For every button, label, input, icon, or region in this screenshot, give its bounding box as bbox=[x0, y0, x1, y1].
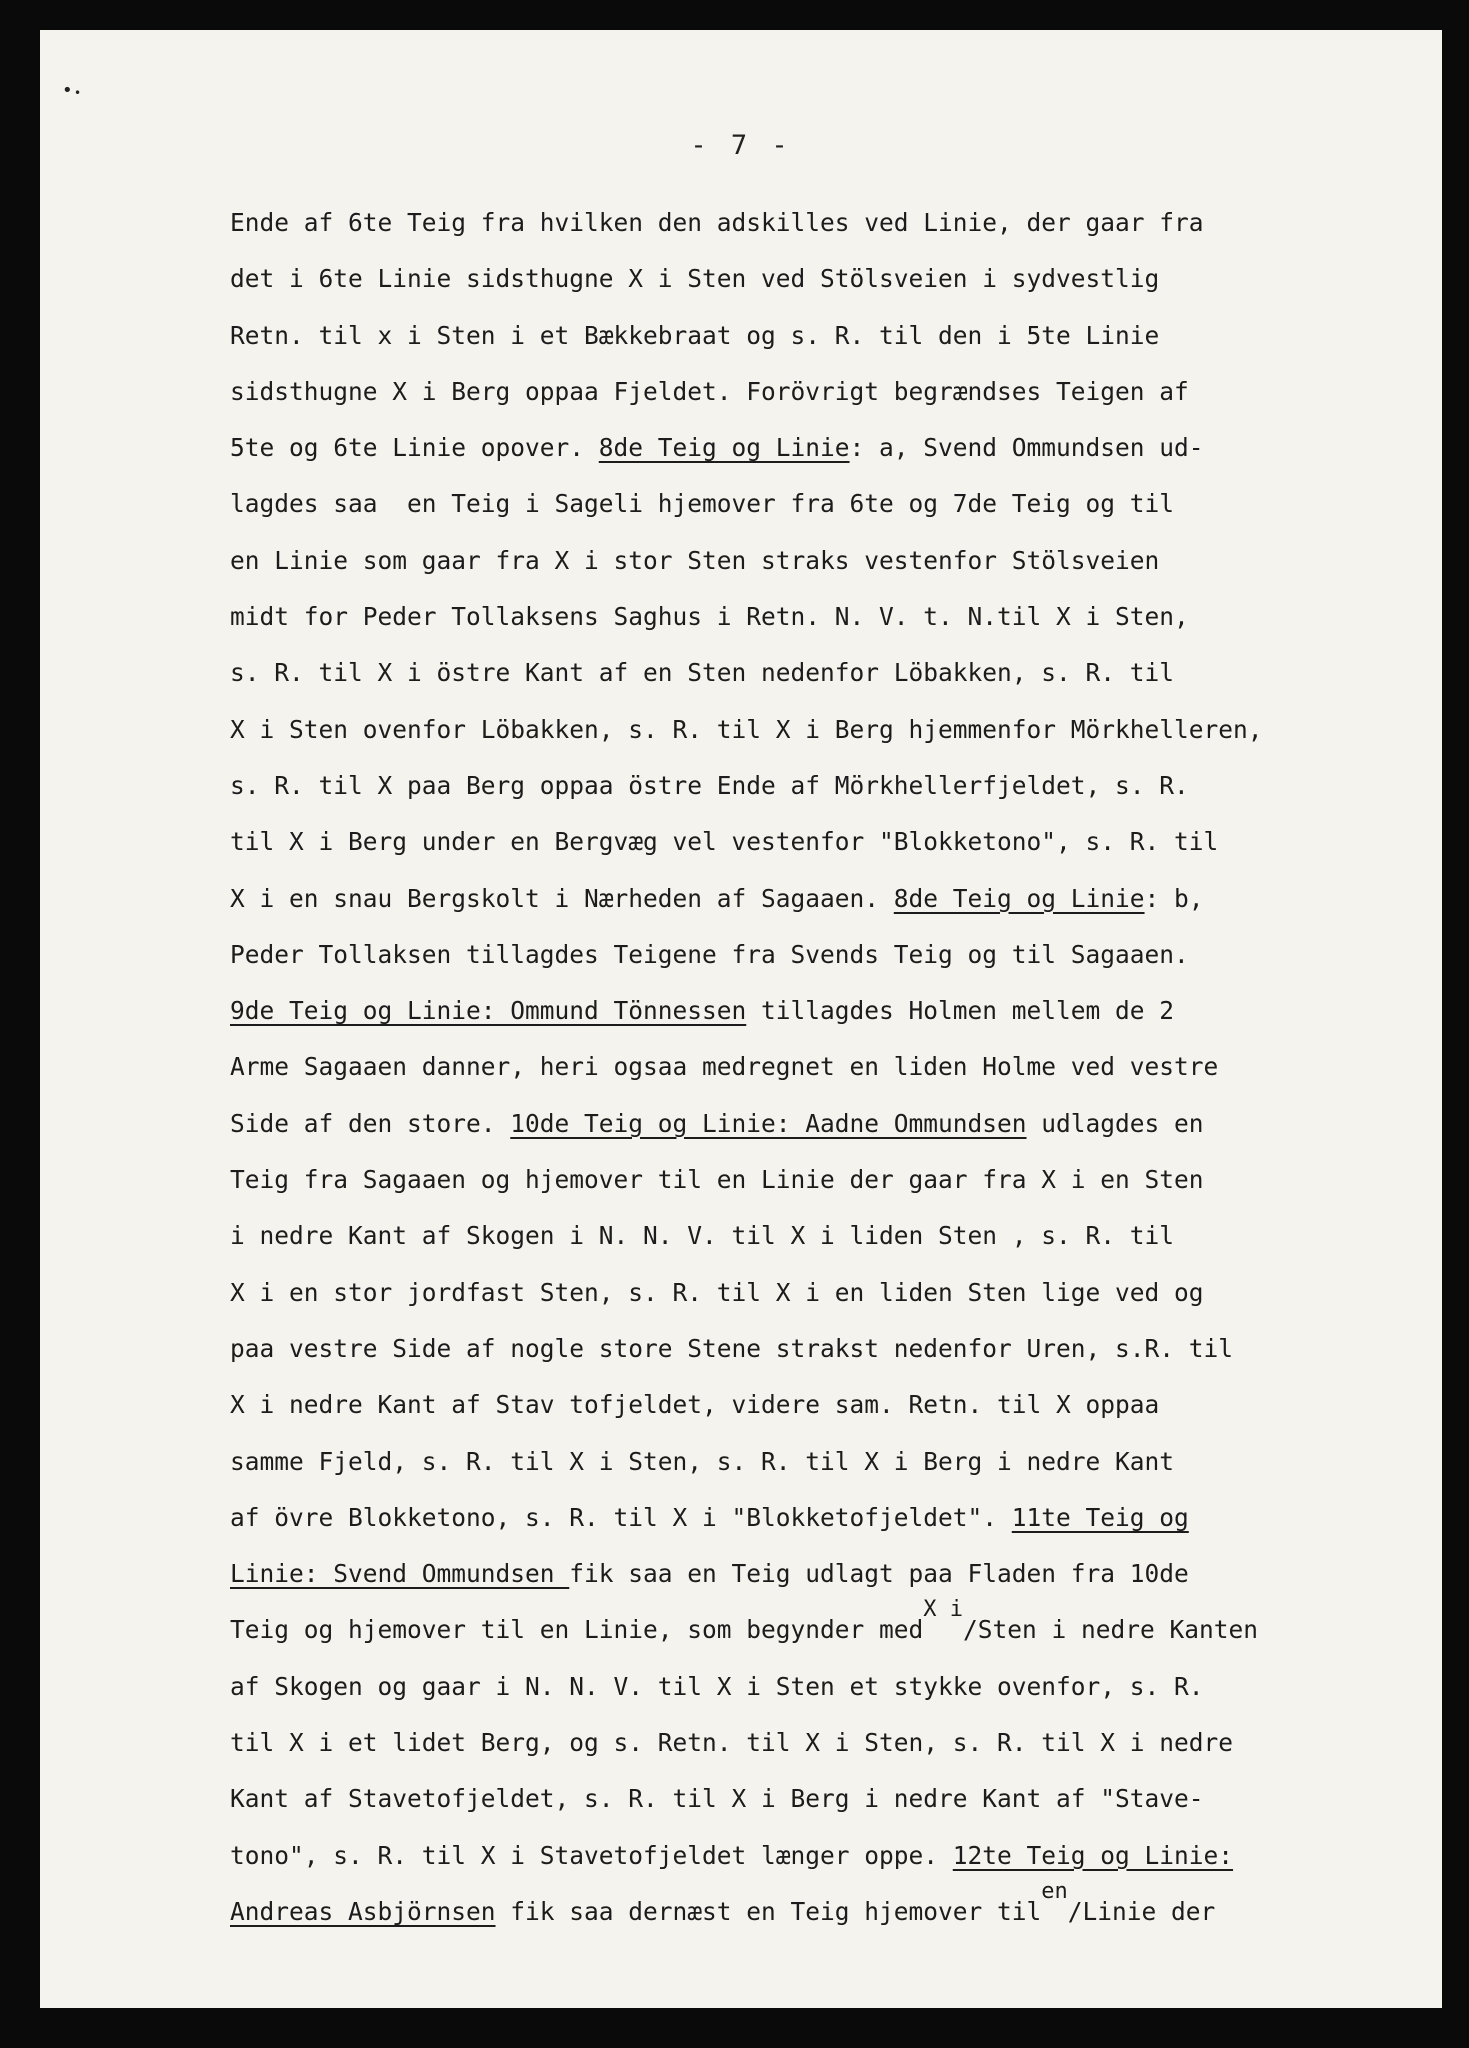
text-segment: : a, Svend Ommundsen ud- bbox=[849, 433, 1204, 463]
text-line bbox=[230, 1321, 1410, 1377]
text-line bbox=[230, 1828, 1410, 1884]
text-line bbox=[230, 1265, 1410, 1321]
text-line bbox=[230, 1715, 1410, 1771]
text-line bbox=[230, 983, 1410, 1039]
page-number: - 7 - bbox=[690, 130, 792, 161]
underlined-heading: Andreas Asbjörnsen bbox=[230, 1896, 496, 1926]
text-line bbox=[230, 1878, 1410, 1940]
text-segment: Teig fra Sagaaen og hjemover til en Linie der gaar fra X i en Sten bbox=[230, 1165, 1204, 1195]
text-line bbox=[230, 1546, 1410, 1602]
text-line bbox=[230, 364, 1410, 420]
underlined-heading: 9de Teig og Linie: Ommund Tönnessen bbox=[230, 996, 747, 1026]
text-segment: det i 6te Linie sidsthugne X i Sten ved Stölsveien i sydvestlig bbox=[230, 264, 1160, 294]
text-segment: samme Fjeld, s. R. til X i Sten, s. R. til X i Berg i nedre Kant bbox=[230, 1446, 1175, 1476]
text-segment: /Linie der bbox=[1067, 1896, 1216, 1926]
text-line bbox=[230, 476, 1410, 532]
text-segment: af Skogen og gaar i N. N. V. til X i Sten et stykke ovenfor, s. R. bbox=[230, 1671, 1204, 1701]
text-line bbox=[230, 814, 1410, 870]
text-line bbox=[230, 195, 1410, 251]
text-segment: Retn. til x i Sten i et Bækkebraat og s. R. til den i 5te Linie bbox=[230, 320, 1160, 350]
text-segment: en Linie som gaar fra X i stor Sten straks vestenfor Stölsveien bbox=[230, 545, 1160, 575]
text-line bbox=[230, 1771, 1410, 1827]
text-segment: Kant af Stavetofjeldet, s. R. til X i Berg i nedre Kant af "Stave- bbox=[230, 1784, 1204, 1814]
underlined-heading: 8de Teig og Linie bbox=[598, 433, 850, 463]
text-segment: til X i et lidet Berg, og s. Retn. til X i Sten, s. R. til X i nedre bbox=[230, 1728, 1234, 1758]
text-line bbox=[230, 1597, 1410, 1658]
margin-mark: • bbox=[62, 80, 73, 101]
text-line bbox=[230, 308, 1410, 364]
text-line bbox=[230, 702, 1410, 758]
text-segment: i nedre Kant af Skogen i N. N. V. til X i liden Sten , s. R. til bbox=[230, 1221, 1175, 1251]
text-line bbox=[230, 251, 1410, 307]
text-line bbox=[230, 871, 1410, 927]
text-segment: s. R. til X paa Berg oppaa östre Ende af Mörkhellerfjeldet, s. R. bbox=[230, 770, 1189, 800]
text-segment: tillagdes Holmen mellem de 2 bbox=[746, 996, 1175, 1026]
text-segment: Arme Sagaaen danner, heri ogsaa medregnet en liden Holme ved vestre bbox=[230, 1052, 1219, 1082]
text-line bbox=[230, 1434, 1410, 1490]
underlined-heading: 10de Teig og Linie: Aadne Ommundsen bbox=[510, 1108, 1027, 1138]
interlinear-insertion: en bbox=[1041, 1878, 1068, 1904]
text-segment: 5te og 6te Linie opover. bbox=[230, 433, 599, 463]
interlinear-insertion: X i bbox=[923, 1597, 964, 1623]
text-line bbox=[230, 758, 1410, 814]
document-page bbox=[40, 30, 1442, 2008]
text-segment: s. R. til X i östre Kant af en Sten nedenfor Löbakken, s. R. til bbox=[230, 658, 1175, 688]
text-segment: paa vestre Side af nogle store Stene strakst nedenfor Uren, s.R. til bbox=[230, 1333, 1234, 1363]
body-text bbox=[230, 195, 1410, 1940]
text-segment: lagdes saa en Teig i Sageli hjemover fra 6te og 7de Teig og til bbox=[230, 489, 1175, 519]
text-segment: til X i Berg under en Bergvæg vel vestenfor "Blokketono", s. R. til bbox=[230, 827, 1219, 857]
text-segment: X i en snau Bergskolt i Nærheden af Sagaaen. bbox=[230, 883, 894, 913]
text-segment: fik saa dernæst en Teig hjemover til bbox=[495, 1896, 1042, 1926]
margin-mark: • bbox=[74, 86, 82, 100]
text-segment: udlagdes en bbox=[1026, 1108, 1204, 1138]
text-line bbox=[230, 1096, 1410, 1152]
text-line bbox=[230, 1490, 1410, 1546]
text-line bbox=[230, 927, 1410, 983]
text-segment: Ende af 6te Teig fra hvilken den adskilles ved Linie, der gaar fra bbox=[230, 208, 1204, 237]
text-line bbox=[230, 533, 1410, 589]
underlined-heading: 8de Teig og Linie bbox=[893, 883, 1145, 913]
underlined-heading: 12te Teig og Linie: bbox=[952, 1840, 1234, 1870]
text-segment: af övre Blokketono, s. R. til X i "Blokketofjeldet". bbox=[230, 1502, 1012, 1532]
underlined-heading: 11te Teig og bbox=[1011, 1502, 1189, 1532]
text-line bbox=[230, 1659, 1410, 1715]
text-segment: midt for Peder Tollaksens Saghus i Retn. N. V. t. N.til X i Sten, bbox=[230, 602, 1189, 632]
text-line bbox=[230, 420, 1410, 476]
text-segment: fik saa en Teig udlagt paa Fladen fra 10de bbox=[569, 1559, 1189, 1589]
text-segment: X i nedre Kant af Stav tofjeldet, videre sam. Retn. til X oppaa bbox=[230, 1390, 1160, 1420]
text-segment: /Sten i nedre Kanten bbox=[963, 1615, 1259, 1645]
text-segment: Teig og hjemover til en Linie, som begynder med bbox=[230, 1615, 924, 1645]
text-segment: Peder Tollaksen tillagdes Teigene fra Svends Teig og til Sagaaen. bbox=[230, 939, 1189, 969]
text-line bbox=[230, 1152, 1410, 1208]
text-segment: Side af den store. bbox=[230, 1108, 511, 1138]
text-segment: tono", s. R. til X i Stavetofjeldet længer oppe. bbox=[230, 1840, 953, 1870]
text-segment: sidsthugne X i Berg oppaa Fjeldet. Forövrigt begrændses Teigen af bbox=[230, 376, 1189, 406]
text-segment: X i en stor jordfast Sten, s. R. til X i en liden Sten lige ved og bbox=[230, 1277, 1204, 1307]
text-line bbox=[230, 1208, 1410, 1264]
text-line bbox=[230, 1377, 1410, 1433]
underlined-heading: Linie: Svend Ommundsen bbox=[230, 1559, 570, 1589]
text-line bbox=[230, 645, 1410, 701]
text-line bbox=[230, 589, 1410, 645]
text-segment: X i Sten ovenfor Löbakken, s. R. til X i Berg hjemmenfor Mörkhelleren, bbox=[230, 714, 1263, 744]
text-line bbox=[230, 1039, 1410, 1095]
text-segment: : b, bbox=[1144, 883, 1204, 913]
